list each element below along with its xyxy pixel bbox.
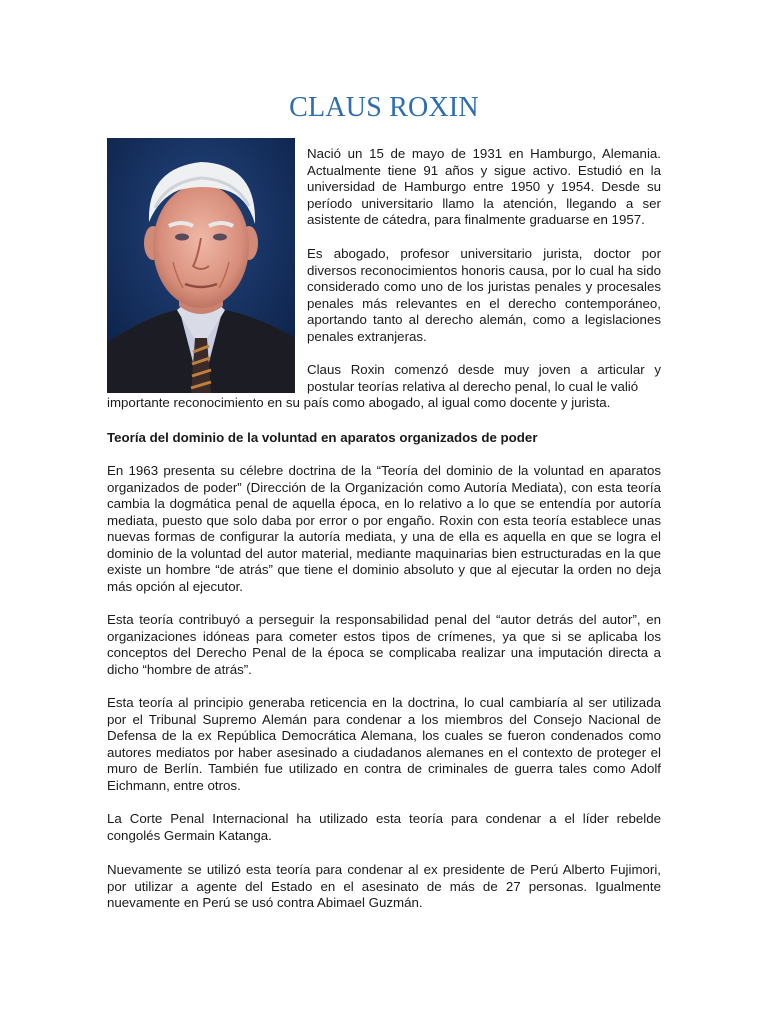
portrait-photo (107, 138, 295, 393)
paragraph-biography-birth: Nació un 15 de mayo de 1931 en Hamburgo, Alemania. Actualmente tiene 91 años y sigue activo. Estudió en la universidad de Hamburgo entre 1950 y 1954. Desde su período universitario llamo la atención, llegando a ser asistente de cátedra, para finalmente graduarse en 1957. (307, 146, 661, 227)
paragraph-career-start: Claus Roxin comenzó desde muy joven a articular y postular teorías relativa al derecho penal, lo cual le valió (307, 362, 661, 394)
page-title: CLAUS ROXIN (289, 92, 479, 123)
paragraph-international-court: La Corte Penal Internacional ha utilizado esta teoría para condenar a el líder rebelde congolés Germain Katanga. (107, 811, 661, 843)
portrait-illustration (107, 138, 295, 393)
paragraph-profession: Es abogado, profesor universitario jurista, doctor por diversos reconocimientos honoris causa, por lo cual ha sido considerado como uno de los juristas penales y procesales penales más relevantes en el derecho contemporáneo, aportando tanto al derecho alemán, como a legislaciones penales extranjeras. (307, 246, 661, 344)
paragraph-peru-cases: Nuevamente se utilizó esta teoría para condenar al ex presidente de Perú Alberto Fujimori, por utilizar a agente del Estado en el asesinato de más de 27 personas. Igualmente nuevamente en Perú se usó contra Abimael Guzmán. (107, 862, 661, 910)
paragraph-theory-origin: En 1963 presenta su célebre doctrina de la “Teoría del dominio de la voluntad en aparatos organizados de poder” (Dirección de la Organización como Autoría Mediata), con esta teoría cambia la dogmática penal de aquella época, en lo relativo a lo que se entendía por autoría mediata, puesto que solo daba por error o por engaño. Roxin con esta teoría establece unas nuevas formas de configurar la autoría mediata, y una de ella es aquella en que se logra el dominio de la voluntad del autor material, mediante maquinarias bien estructuradas en la que existe un hombre “de atrás” que tiene el dominio absoluto y que al ejecutar la orden no deja más opción al ejecutor. (107, 463, 661, 594)
paragraph-theory-contribution: Esta teoría contribuyó a perseguir la responsabilidad penal del “autor detrás del autor”, en organizaciones idóneas para cometer estos tipos de crímenes, ya que si se aplicaba los conceptos del Derecho Penal de la época se complicaba realizar una imputación directa a dicho “hombre de atrás”. (107, 612, 661, 677)
section-heading-theory: Teoría del dominio de la voluntad en aparatos organizados de poder (107, 430, 538, 445)
paragraph-theory-application: Esta teoría al principio generaba reticencia en la doctrina, lo cual cambiaría al ser utilizada por el Tribunal Supremo Alemán para condenar a los miembros del Consejo Nacional de Defensa de la ex República Democrática Alemana, los cuales se fueron condenados como autores mediatos por haber asesinado a ciudadanos alemanes en el contexto de proteger el muro de Berlín. También fue utilizado en contra de criminales de guerra tales como Adolf Eichmann, entre otros. (107, 695, 661, 793)
paragraph-career-continuation: importante reconocimiento en su país como abogado, al igual como docente y jurista. (107, 395, 611, 410)
